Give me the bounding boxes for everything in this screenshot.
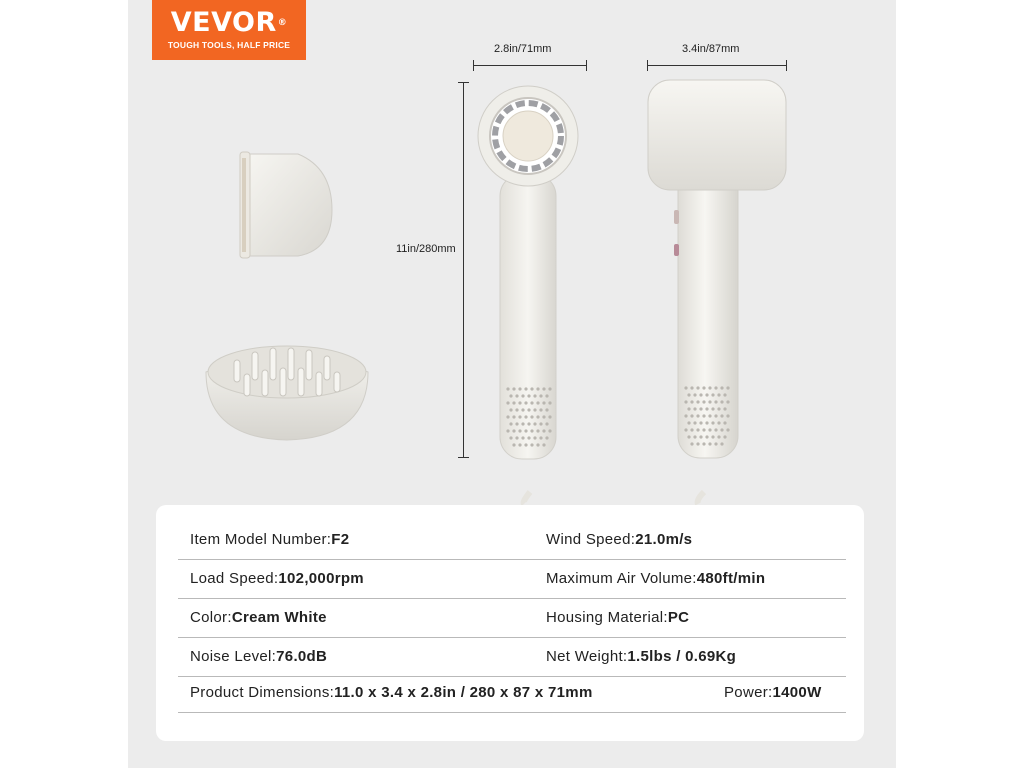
spec-value: F2	[331, 531, 350, 548]
spec-dimensions	[190, 674, 593, 712]
product-canvas	[128, 0, 896, 768]
spec-label: Wind Speed:	[546, 531, 636, 548]
concentrator-nozzle-image	[236, 148, 336, 258]
spec-row	[178, 674, 846, 713]
spec-value: Cream White	[231, 609, 327, 626]
spec-label: Net Weight:	[546, 648, 628, 665]
front-width-line	[473, 65, 587, 66]
spec-noise	[190, 638, 327, 676]
height-label: 11in/280mm	[396, 243, 456, 255]
spec-value: 1.5lbs / 0.69Kg	[627, 648, 737, 665]
spec-label: Noise Level:	[190, 648, 277, 665]
spec-row	[178, 599, 846, 638]
specifications-table	[156, 505, 864, 741]
spec-value: 11.0 x 3.4 x 2.8in / 280 x 87 x 71mm	[334, 684, 593, 701]
spec-color	[190, 599, 327, 637]
spec-value: PC	[667, 609, 690, 626]
spec-label: Maximum Air Volume:	[546, 570, 697, 587]
spec-weight	[546, 638, 736, 676]
spec-value: 76.0dB	[276, 648, 328, 665]
spec-value: 480ft/min	[696, 570, 766, 587]
spec-row	[178, 560, 846, 599]
spec-value: 1400W	[772, 684, 822, 701]
spec-value: 102,000rpm	[278, 570, 364, 587]
spec-label: Color:	[190, 609, 232, 626]
hair-dryer-front-view	[478, 84, 588, 504]
spec-wind-speed	[546, 521, 692, 559]
spec-load-speed	[190, 560, 364, 598]
spec-value: 21.0m/s	[635, 531, 693, 548]
diffuser-attachment-image	[204, 330, 370, 442]
height-line	[463, 82, 464, 457]
spec-row	[178, 521, 846, 560]
spec-air-volume	[546, 560, 765, 598]
registered-mark: ®	[277, 18, 288, 28]
brand-name: VEVOR	[170, 7, 277, 38]
spec-label: Load Speed:	[190, 570, 279, 587]
spec-label: Product Dimensions:	[190, 684, 335, 701]
front-width-label: 2.8in/71mm	[494, 43, 552, 55]
side-depth-label: 3.4in/87mm	[682, 43, 740, 55]
spec-model	[190, 521, 349, 559]
brand-tagline: TOUGH TOOLS, HALF PRICE	[167, 40, 291, 50]
spec-label: Item Model Number:	[190, 531, 332, 548]
spec-housing	[546, 599, 689, 637]
hair-dryer-side-view	[646, 78, 796, 504]
spec-label: Power:	[724, 684, 773, 701]
spec-power	[724, 674, 822, 712]
spec-row	[178, 638, 846, 677]
spec-label: Housing Material:	[546, 609, 668, 626]
vevor-logo	[152, 0, 306, 60]
side-depth-line	[647, 65, 787, 66]
